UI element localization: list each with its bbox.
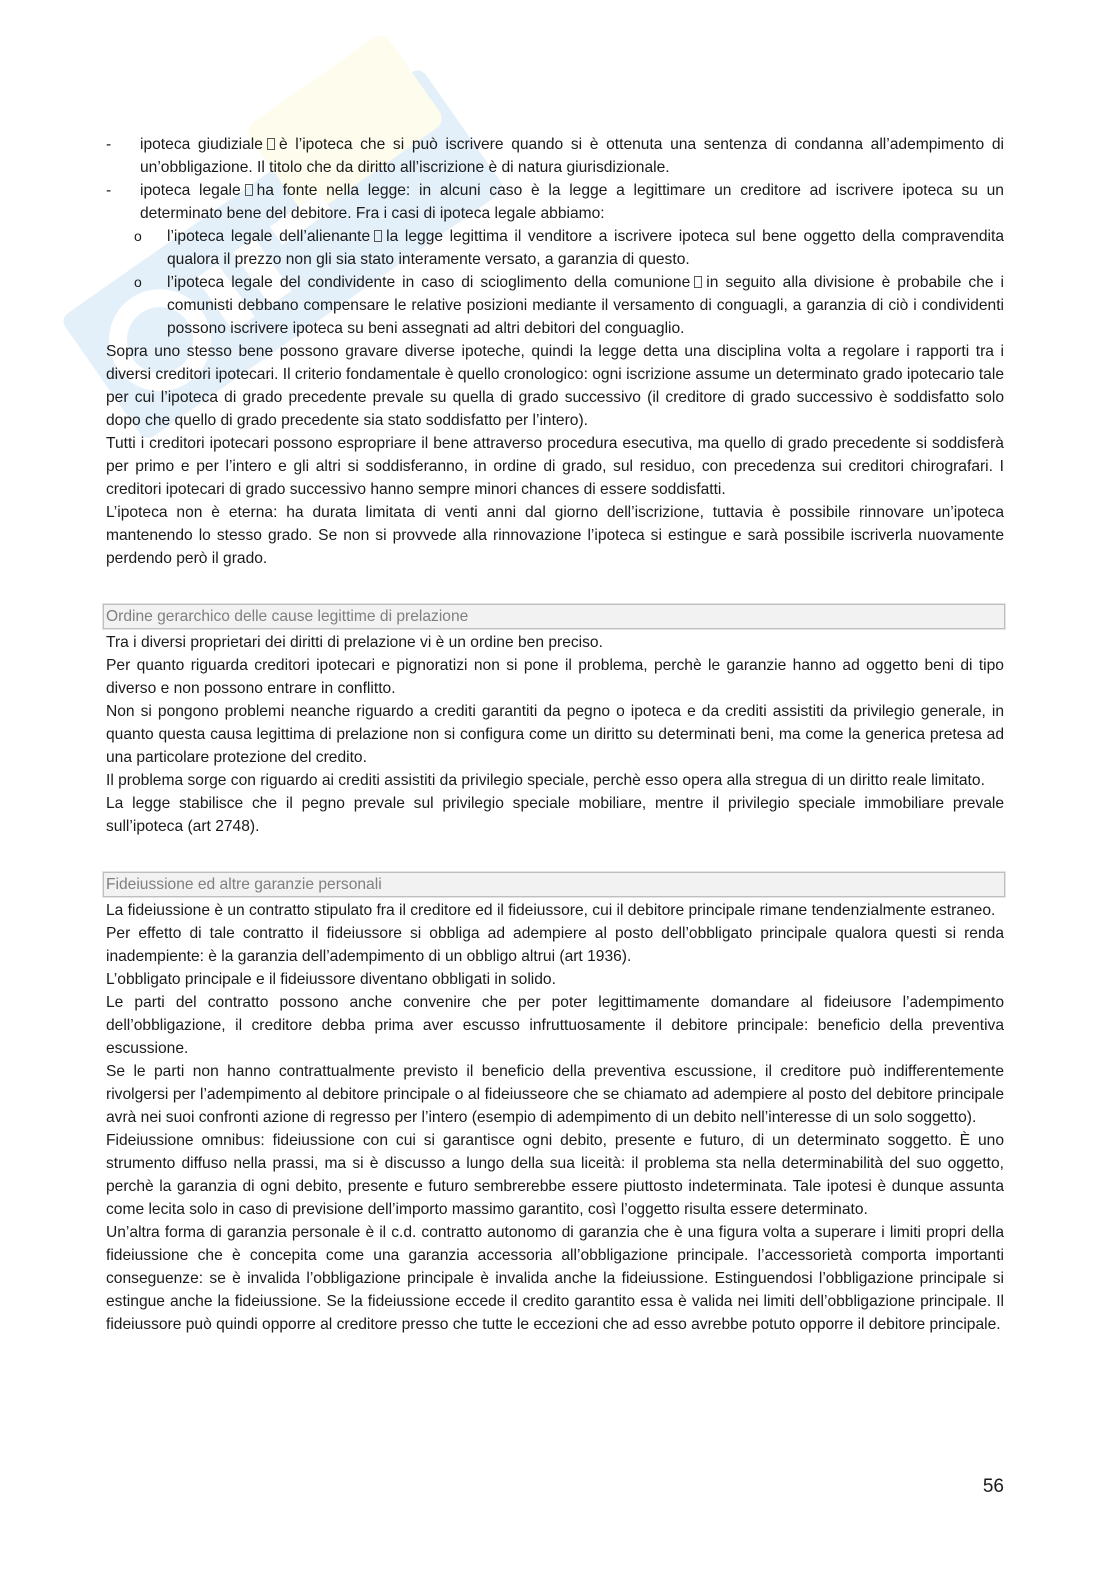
list-item bbox=[106, 179, 1004, 340]
circle-bullet: o bbox=[134, 228, 142, 244]
dash-bullet: - bbox=[106, 182, 112, 199]
paragraph: Non si pongono problemi neanche riguardo a crediti garantiti da pegno o ipoteca e da crediti assistiti da privilegio generale, in quanto questa causa legittima di prelazione non si configura come un diritto su determinati beni, ma come la generica pretesa ad una particolare protezione del credito. bbox=[106, 703, 1004, 766]
paragraph: L’obbligato principale e il fideiussore diventano obbligati in solido. bbox=[106, 971, 556, 988]
ipoteca-types-list bbox=[106, 133, 1004, 340]
section-heading-ordine: Ordine gerarchico delle cause legittime di prelazione bbox=[103, 604, 1005, 629]
subbullet-lead: l’ipoteca legale del condividente in caso di scioglimento della comunione bbox=[167, 274, 691, 291]
circle-bullet: o bbox=[134, 274, 142, 290]
subbullet-lead: l’ipoteca legale dell’alienante bbox=[167, 228, 371, 245]
arrow-icon bbox=[245, 184, 253, 196]
list-item bbox=[134, 225, 1004, 271]
paragraph: Un’altra forma di garanzia personale è il c.d. contratto autonomo di garanzia che è una figura volta a superare i limiti propri della fideiussione che è concepita come una garanzia accessoria all’obbligazione principale. l’accessorietà comporta importanti conseguenze: se è invalida l’obbligazione principale è invalida anche la fideiussione. Estinguendosi l’obbligazione principale si estingue anche la fideiussione. Se la fideiussione eccede il credito garantito essa è valida nei limiti dell’obbligazione principale. Il fideiussore può quindi opporre al creditore presso che tutte le eccezioni che ad esso avrebbe potuto opporre il debitore principale. bbox=[106, 1224, 1004, 1333]
paragraph: Le parti del contratto possono anche convenire che per poter legittimamente domandare al fideiusore l’adempimento dell’obbligazione, il creditore debba prima aver escusso infruttuosamente il debitore principale: beneficio della preventiva escussione. bbox=[106, 994, 1004, 1057]
dash-bullet: - bbox=[106, 136, 112, 153]
list-item bbox=[134, 271, 1004, 340]
page-content bbox=[106, 133, 1004, 1336]
list-item bbox=[106, 133, 1004, 179]
paragraph: La fideiussione è un contratto stipulato fra il creditore ed il fideiussore, cui il debitore principale rimane tendenzialmente estraneo. bbox=[106, 902, 996, 919]
arrow-icon bbox=[267, 138, 275, 150]
bullet-lead: ipoteca legale bbox=[140, 182, 241, 199]
paragraph: Tra i diversi proprietari dei diritti di prelazione vi è un ordine ben preciso. bbox=[106, 634, 603, 651]
paragraph: Fideiussione omnibus: fideiussione con cui si garantisce ogni debito, presente e futuro, di un determinato soggetto. È uno strumento diffuso nella prassi, ma si è discusso a lungo della sua liceità: il problema sta nella determinabilità del suo oggetto, perchè la garanzia di ogni debito, presente e futuro sembrerebbe essere piuttosto indeterminata. Tale ipotesi è dunque assunta come lecita solo in caso di previsione dell’importo massimo garantito, così l’oggetto risulta essere determinato. bbox=[106, 1132, 1004, 1218]
paragraph: Sopra uno stesso bene possono gravare diverse ipoteche, quindi la legge detta una disciplina volta a regolare i rapporti tra i diversi creditori ipotecari. Il criterio fondamentale è quello cronologico: ogni iscrizione assume un determinato grado ipotecario tale per cui l’ipoteca di grado precedente prevale su quella di grado successivo (il creditore di grado successivo è soddisfatto solo dopo che quello di grado precedente sia stato soddisfatto per l’intero). bbox=[106, 343, 1004, 429]
subbullet-text: in seguito alla divisione è probabile che i comunisti debbano compensare le relative posizioni mediante il versamento di conguagli, a garanzia di ciò i condividenti possono iscrivere ipoteca su beni assegnati ad altri debitori del conguaglio. bbox=[167, 274, 1004, 337]
paragraph: Per effetto di tale contratto il fideiussore si obbliga ad adempiere al posto dell’obbligato principale qualora questi si renda inadempiente: è la garanzia dell’adempimento di un obbligo altrui (art 1936). bbox=[106, 925, 1004, 965]
paragraph: L’ipoteca non è eterna: ha durata limitata di venti anni dal giorno dell’iscrizione, tuttavia è possibile rinnovare un’ipoteca mantenendo lo stesso grado. Se non si provvede alla rinnovazione l’ipoteca si estingue e sarà possibile iscriverla nuovamente perdendo però il grado. bbox=[106, 504, 1004, 567]
paragraph: Tutti i creditori ipotecari possono espropriare il bene attraverso procedura esecutiva, ma quello di grado precedente si soddisferà per primo e per l’intero e gli altri si soddisferanno, in ordine di grado, sul residuo, con precedenza sui creditori chirografari. I creditori ipotecari di grado successivo hanno sempre minori chances di essere soddisfatti. bbox=[106, 435, 1004, 498]
paragraph: Per quanto riguarda creditori ipotecari e pignoratizi non si pone il problema, perchè le garanzie hanno ad oggetto beni di tipo diverso e non possono entrare in conflitto. bbox=[106, 657, 1004, 697]
page-number: 56 bbox=[982, 1476, 1004, 1497]
bullet-text: è l’ipoteca che si può iscrivere quando si è ottenuta una sentenza di condanna all’adempimento di un’obbligazione. Il titolo che da diritto all’iscrizione è di natura giurisdizionale. bbox=[140, 136, 1004, 176]
ipoteca-legale-sublist bbox=[134, 225, 1004, 340]
paragraph: Il problema sorge con riguardo ai crediti assistiti da privilegio speciale, perchè esso opera alla stregua di un diritto reale limitato. bbox=[106, 772, 985, 789]
section-heading-fideiussione: Fideiussione ed altre garanzie personali bbox=[103, 872, 1005, 897]
bullet-text: ha fonte nella legge: in alcuni caso è la legge a legittimare un creditore ad iscrivere ipoteca su un determinato bene del debitore. Fra i casi di ipoteca legale abbiamo: bbox=[140, 182, 1004, 222]
subbullet-text: la legge legittima il venditore a iscrivere ipoteca sul bene oggetto della compravendita qualora il prezzo non gli sia stato interamente versato, a garanzia di questo. bbox=[167, 228, 1004, 268]
arrow-icon bbox=[374, 230, 382, 242]
paragraph: Se le parti non hanno contrattualmente previsto il beneficio della preventiva escussione, il creditore può indifferentemente rivolgersi per l’adempimento al debitore principale o al fideiusseore che se chiamato ad adempiere al posto del debitore principale avrà nei suoi confronti azione di regresso per l’intero (esempio di adempimento di un debito nell’interesse di un solo soggetto). bbox=[106, 1063, 1004, 1126]
bullet-lead: ipoteca giudiziale bbox=[140, 136, 263, 153]
paragraph: La legge stabilisce che il pegno prevale sul privilegio speciale mobiliare, mentre il privilegio speciale immobiliare prevale sull’ipoteca (art 2748). bbox=[106, 795, 1004, 835]
arrow-icon bbox=[694, 276, 702, 288]
